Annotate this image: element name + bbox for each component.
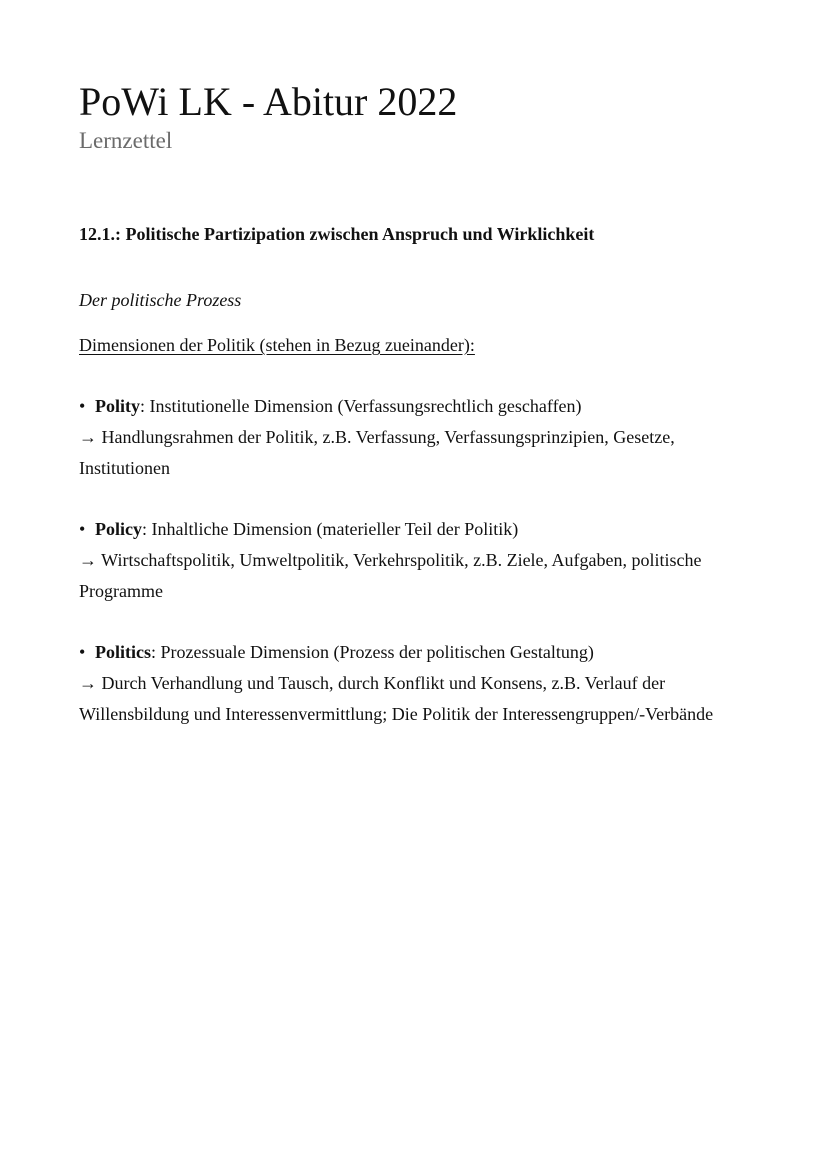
- dimension-title-line: [79, 637, 759, 668]
- dimension-description: : Prozessuale Dimension (Prozess der politischen Gestaltung): [151, 642, 594, 662]
- dimension-description: : Inhaltliche Dimension (materieller Teil der Politik): [142, 519, 519, 539]
- dimension-term: Policy: [95, 519, 142, 539]
- dimension-title-line: [79, 391, 759, 422]
- document-subtitle: Lernzettel: [79, 128, 173, 153]
- dimension-term: Politics: [95, 642, 151, 662]
- dimension-detail: → Wirtschaftspolitik, Umweltpolitik, Verkehrspolitik, z.B. Ziele, Aufgaben, politische Programme: [79, 550, 702, 601]
- section-heading: 12.1.: Politische Partizipation zwischen Anspruch und Wirklichkeit: [79, 224, 595, 244]
- dimension-polity: [79, 391, 759, 484]
- dimension-politics: [79, 637, 759, 730]
- bullet-icon: •: [79, 642, 86, 662]
- dimension-detail: → Durch Verhandlung und Tausch, durch Konflikt und Konsens, z.B. Verlauf der Willensbildung und Interessenvermittlung; Die Politik der Interessengruppen/-Verbände: [79, 673, 714, 724]
- topic-heading: Der politische Prozess: [79, 290, 242, 310]
- bullet-icon: •: [79, 396, 86, 416]
- dimension-term: Polity: [95, 396, 140, 416]
- document-title: PoWi LK - Abitur 2022: [79, 79, 458, 124]
- bullet-icon: •: [79, 519, 86, 539]
- dimension-policy: [79, 514, 759, 607]
- dimension-description: : Institutionelle Dimension (Verfassungsrechtlich geschaffen): [140, 396, 582, 416]
- dimension-detail: → Handlungsrahmen der Politik, z.B. Verfassung, Verfassungsprinzipien, Gesetze, Institutionen: [79, 427, 675, 478]
- dimensions-heading: Dimensionen der Politik (stehen in Bezug zueinander):: [79, 335, 475, 355]
- dimension-title-line: [79, 514, 759, 545]
